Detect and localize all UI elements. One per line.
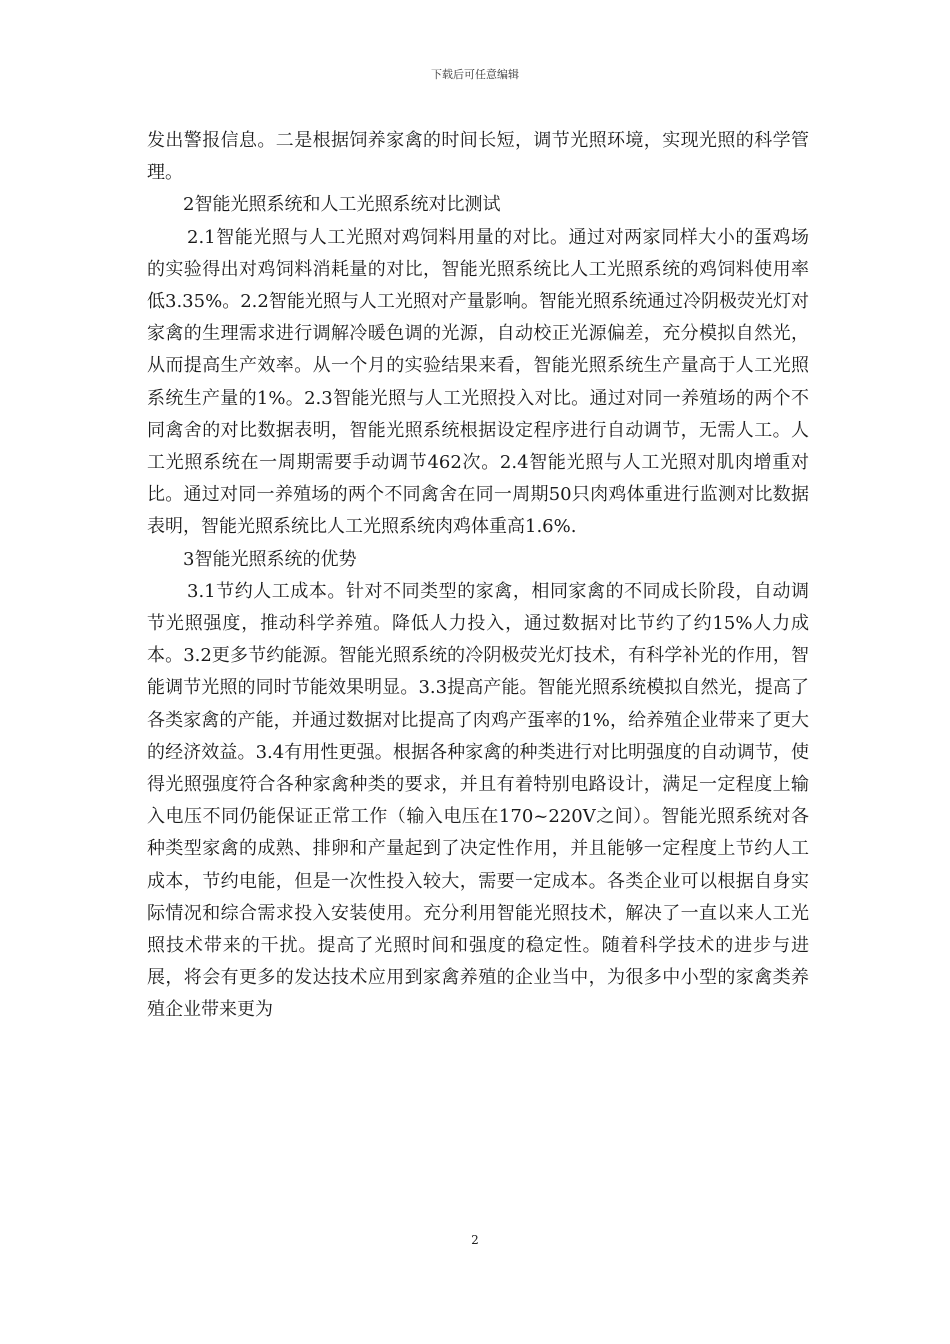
page-number: 2 <box>471 1233 479 1247</box>
page-header: 下载后可任意编辑 <box>431 68 519 81</box>
section-heading-3: 3智能光照系统的优势 <box>183 548 357 570</box>
document-body <box>147 125 809 1027</box>
paragraph-section-2: 2.1智能光照与人工光照对鸡饲料用量的对比。通过对两家同样大小的蛋鸡场的实验得出对鸡饲料消耗量的对比，智能光照系统比人工光照系统的鸡饲料使用率低3.35%。2.2智能光照与人工光照对产量影响。智能光照系统通过冷阴极荧光灯对家禽的生理需求进行调解冷暖色调的光源，自动校正光源偏差，充分模拟自然光，从而提高生产效率。从一个月的实验结果来看，智能光照系统生产量高于人工光照系统生产量的1%。2.3智能光照与人工光照投入对比。通过对同一养殖场的两个不同禽舍的对比数据表明，智能光照系统根据设定程序进行自动调节，无需人工。人工光照系统在一周期需要手动调节462次。2.4智能光照与人工光照对肌肉增重对比。通过对同一养殖场的两个不同禽舍在同一周期50只肉鸡体重进行监测对比数据表明，智能光照系统比人工光照系统肉鸡体重高1.6%. <box>147 226 809 538</box>
section-heading-2: 2智能光照系统和人工光照系统对比测试 <box>183 194 501 216</box>
paragraph-continuation: 发出警报信息。二是根据饲养家禽的时间长短，调节光照环境，实现光照的科学管理。 <box>147 130 809 184</box>
paragraph-section-3: 3.1节约人工成本。针对不同类型的家禽，相同家禽的不同成长阶段，自动调节光照强度，推动科学养殖。降低人力投入，通过数据对比节约了约15%人力成本。3.2更多节约能源。智能光照系统的冷阴极荧光灯技术，有科学补光的作用，智能调节光照的同时节能效果明显。3.3提高产能。智能光照系统模拟自然光，提高了各类家禽的产能，并通过数据对比提高了肉鸡产蛋率的1%，给养殖企业带来了更大的经济效益。3.4有用性更强。根据各种家禽的种类进行对比明强度的自动调节，使得光照强度符合各种家禽种类的要求，并且有着特别电路设计，满足一定程度上输入电压不同仍能保证正常工作（输入电压在170~220V之间）。智能光照系统对各种类型家禽的成熟、排卵和产量起到了决定性作用，并且能够一定程度上节约人工成本，节约电能，但是一次性投入较大，需要一定成本。各类企业可以根据自身实际情况和综合需求投入安装使用。充分利用智能光照技术，解决了一直以来人工光照技术带来的干扰。提高了光照时间和强度的稳定性。随着科学技术的进步与进展，将会有更多的发达技术应用到家禽养殖的企业当中，为很多中小型的家禽类养殖企业带来更为 <box>147 580 809 1021</box>
